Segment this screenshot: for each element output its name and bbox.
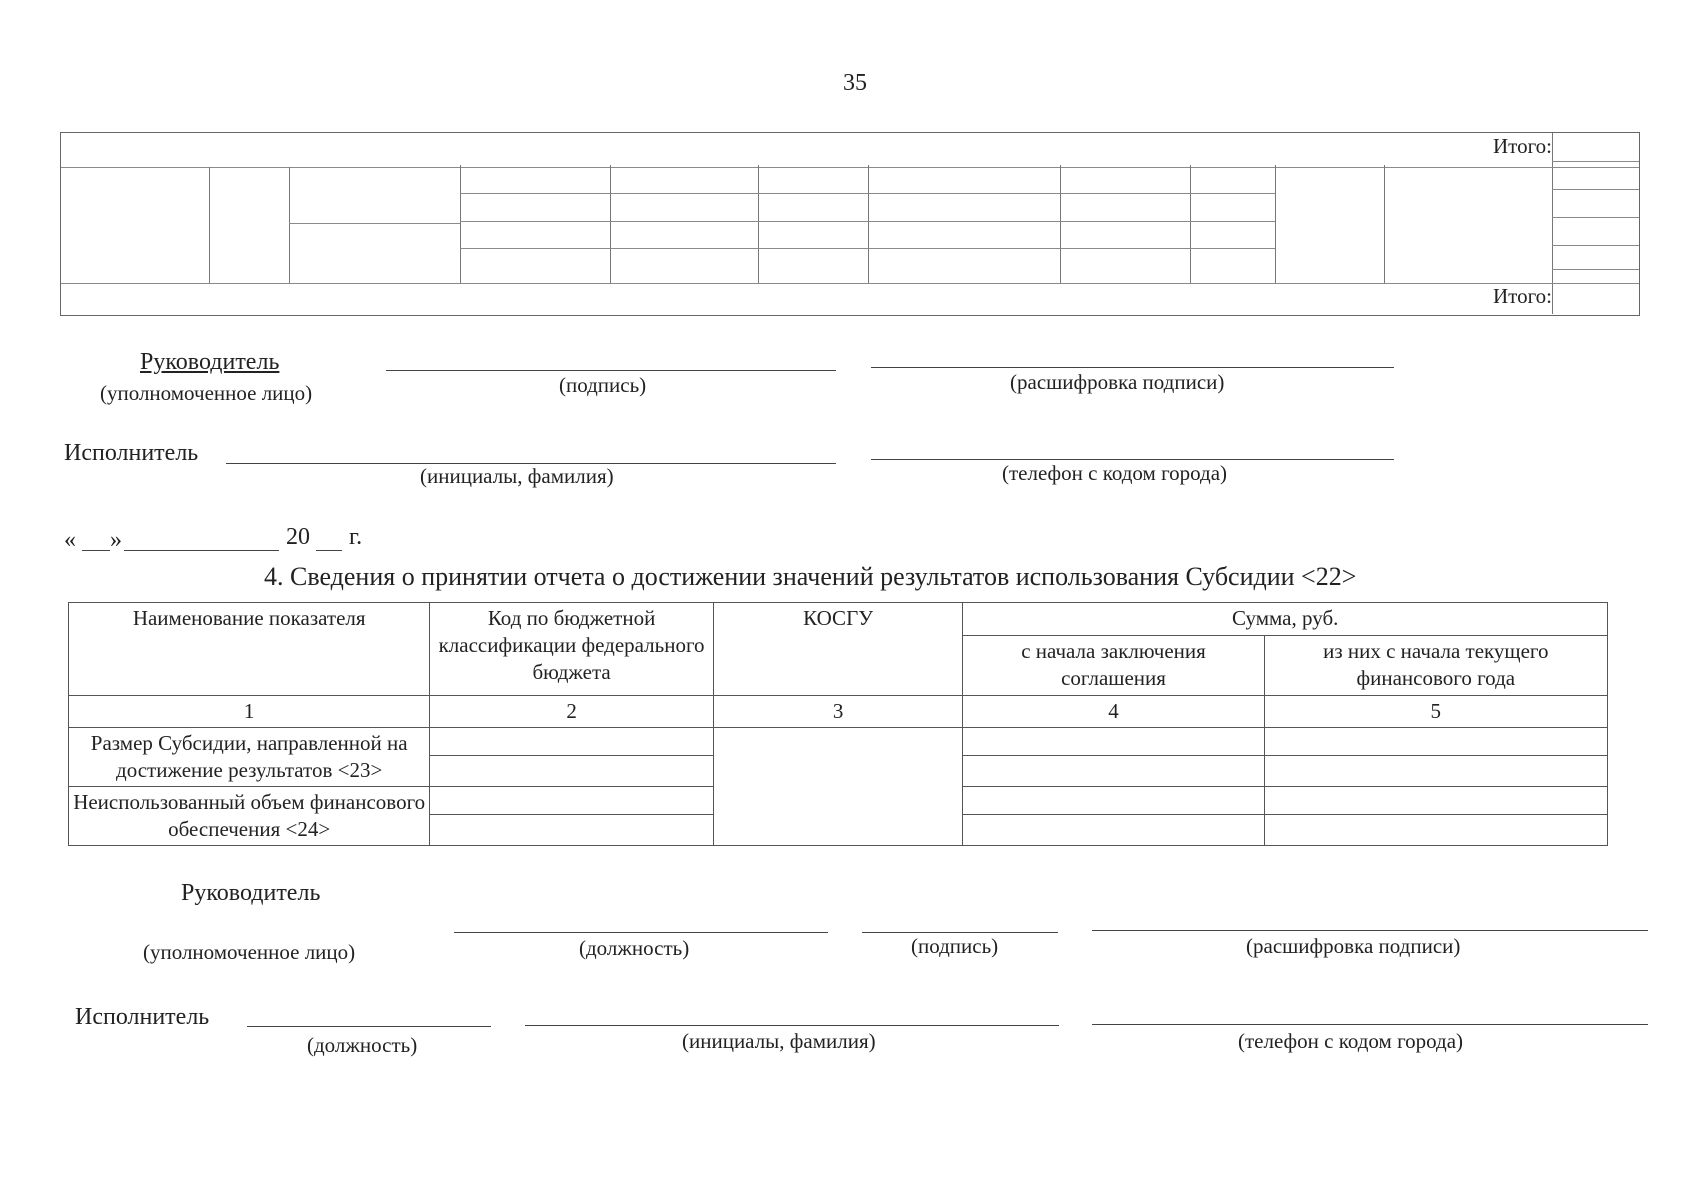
decoding-line [871, 367, 1394, 368]
continued-table-fragment [60, 132, 1640, 316]
head-sub-label-2: (уполномоченное лицо) [143, 940, 356, 964]
date-close-quote: » [110, 527, 122, 553]
signature-caption-2: (подпись) [911, 934, 999, 958]
since-year-cell [1264, 728, 1607, 787]
executor-phone-line [871, 459, 1394, 460]
head-sub-label: (уполномоченное лицо) [100, 381, 313, 405]
head-label-2: Руководитель [181, 880, 321, 906]
header-sum: Сумма, руб. [963, 603, 1608, 636]
date-day-line [82, 550, 110, 551]
kosgu-cell [713, 728, 963, 846]
column-number: 4 [963, 696, 1264, 728]
date-year-prefix: 20 [286, 524, 310, 550]
column-number: 3 [713, 696, 963, 728]
executor-label: Исполнитель [64, 440, 199, 466]
date-year-line [316, 550, 342, 551]
row-name: Размер Субсидии, направленной на достижение результатов <23> [69, 728, 430, 787]
budget-code-cell [430, 787, 713, 846]
signature-caption: (подпись) [559, 373, 647, 397]
decoding-caption-2: (расшифровка подписи) [1246, 934, 1461, 958]
position-caption: (должность) [579, 936, 690, 960]
date-month-line [124, 550, 279, 551]
head-label: Руководитель [140, 349, 280, 375]
since-agreement-cell [963, 728, 1264, 787]
column-number: 2 [430, 696, 713, 728]
page-number: 35 [843, 70, 867, 96]
executor-position-caption: (должность) [307, 1033, 418, 1057]
header-kosgu: КОСГУ [713, 603, 963, 696]
total-label-bottom: Итого: [1493, 284, 1552, 308]
since-agreement-cell [963, 787, 1264, 846]
budget-code-cell [430, 728, 713, 787]
column-number: 5 [1264, 696, 1607, 728]
since-year-cell [1264, 787, 1607, 846]
executor-phone-line-2 [1092, 1024, 1648, 1025]
column-number: 1 [69, 696, 430, 728]
section-title: 4. Сведения о принятии отчета о достижении значений результатов использования Субсидии <22> [264, 562, 1357, 591]
executor-phone-caption: (телефон с кодом города) [1002, 461, 1228, 485]
row-name: Неиспользованный объем финансового обеспечения <24> [69, 787, 430, 846]
table-row [69, 728, 1608, 787]
executor-name-caption: (инициалы, фамилия) [420, 464, 614, 488]
header-indicator: Наименование показателя [69, 603, 430, 696]
decoding-caption: (расшифровка подписи) [1010, 370, 1225, 394]
signature-line-2 [862, 932, 1058, 933]
report-acceptance-table [68, 602, 1608, 846]
date-suffix: г. [349, 524, 363, 550]
header-budget-code: Код по бюджетной классификации федерального бюджета [430, 603, 713, 696]
executor-label-2: Исполнитель [75, 1004, 210, 1030]
date-open-quote: « [64, 527, 76, 553]
executor-phone-caption-2: (телефон с кодом города) [1238, 1029, 1464, 1053]
signature-line [386, 370, 836, 371]
executor-name-caption-2: (инициалы, фамилия) [682, 1029, 876, 1053]
decoding-line-2 [1092, 930, 1648, 931]
position-line [454, 932, 828, 933]
executor-name-line-2 [525, 1025, 1059, 1026]
header-since-agreement: с начала заключения соглашения [963, 635, 1264, 695]
executor-position-line [247, 1026, 491, 1027]
total-label-top: Итого: [1493, 134, 1552, 158]
header-since-year: из них с начала текущего финансового года [1264, 635, 1607, 695]
